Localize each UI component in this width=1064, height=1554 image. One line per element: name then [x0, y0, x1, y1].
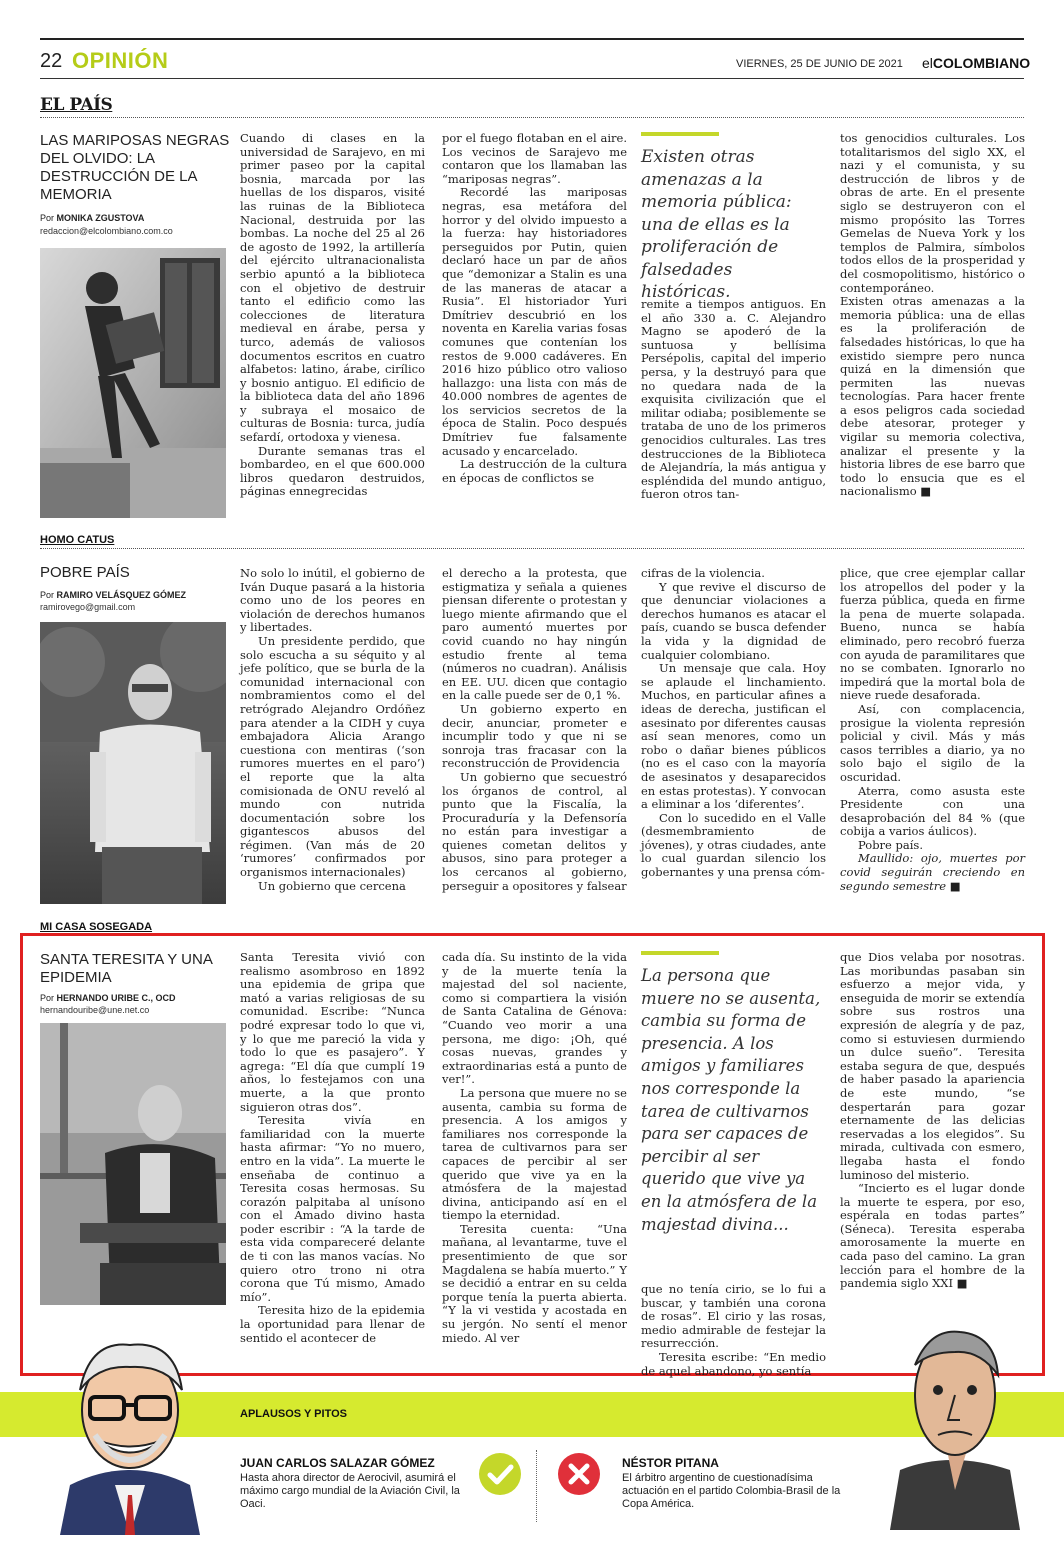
- article2-column-4: plice, que cree ejemplar callar los atropellos del poder y la fuerza pública, queda en firme la pena de muerte solapada. Bueno, nunca se había eliminado, pero recobró fuerza con ayuda de paramilitares que no se combaten. Ignorarlo no impedirá que la mortal bola de nieve ruede desaforada. Así, con complacencia, prosigue la violenta represión policial y civil. Más y más casos terribles a diario, ya no solo bajo el sigilo de la oscuridad. Aterra, como asusta este Presidente con una desaprobación del 84 % (que cobija a varios áulicos). Pobre país. Maullido: ojo, muertes por covid seguirán creciendo en segundo semestre ■: [840, 566, 1025, 893]
- article3-column-3: que no tenía cirio, se lo fui a buscar, y también una corona de rosas”. El cirio y las rosas, medio admirable de festejar la resurrección. Teresita escribe: “En medio de aquel abandono, yo sentía: [641, 1282, 826, 1378]
- article1-column-3: remite a tiempos antiguos. En el año 330 a. C. Alejandro Magno se apoderó de la suntuosa y bellísima Persépolis, capital del imperio persa, y la destruyó para que no quedara nada de la exquisita civilización que el militar odiaba; posiblemente se trataba de uno de los primeros genocidios culturales. Las tres destrucciones de la Biblioteca de Alejandría, la más antigua y espléndida del mundo antiguo, fueron otros tan-: [641, 297, 826, 502]
- author-portrait: [40, 1023, 226, 1305]
- article2-photo: [40, 622, 226, 904]
- newspaper-logo: elCOLOMBIANO: [922, 55, 1031, 71]
- statue-photo: [40, 248, 226, 518]
- article2-byline: Por RAMIRO VELÁSQUEZ GÓMEZ: [40, 590, 187, 600]
- article1-headline: LAS MARIPOSAS NEGRAS DEL OLVIDO: LA DESTRUCCIÓN DE LA MEMORIA: [40, 132, 230, 203]
- article3-photo: [40, 1023, 226, 1305]
- article3-email: hernandouribe@une.net.co: [40, 1005, 150, 1015]
- article1-byline: Por MONIKA ZGUSTOVA: [40, 213, 145, 223]
- right-person-description: El árbitro argentino de cuestionadísima actuación en el partido Colombia-Brasil de la Copa América.: [622, 1472, 841, 1510]
- article2-rule: [40, 548, 1024, 549]
- article1-column-2: por el fuego flotaban en el aire. Los vecinos de Sarajevo me contaron que los llamaban las “mariposas negras”. Recordé las mariposas negras, esa metáfora del horror y del olvido impuesto a la fuerza: hay historiadores perseguidos por Putin, quien declaró hace un par de años que “demonizar a Stalin es una de las maneras de atacar a Rusia”. El historiador Yuri Dmítriev descubrió en los noventa en Karelia varias fosas comunes que contenían los restos de 9.000 cadáveres. En 2016 hizo público otro valioso hallazgo: una lista con más de 40.000 nombres de agentes de los servicios secretos de la época de Stalin. Poco después Dmítriev fue falsamente acusado y encarcelado. La destrucción de la cultura en épocas de conflictos se: [442, 131, 627, 485]
- article2-headline: POBRE PAÍS: [40, 564, 130, 581]
- article1-photo: [40, 248, 226, 518]
- article3-column-1: Santa Teresita vivió con realismo asombroso en 1892 una epidemia de gripa que mató a varias religiosas de su comunidad. Escribe: “Nunca podré expresar todo lo que vi, y lo que me pareció la vida y todo lo que es pasajero”. Y agrega: “El día que cumplí 19 años, lo festejamos con una muerte, a la que pronto siguieron otras dos”. Teresita vivía en familiaridad con la muerte hasta afirmar: “Yo no muero, entro en la vida”. La muerte le enseñaba de continuo a Teresita cosas hermosas. Su corazón palpitaba al unísono con el Amado divino hasta poder escribir : “A la tarde de esta vida compareceré delante de ti con las manos vacías. No quiero otro trono ni otra corona que Tú mismo, Amado mío”. Teresita hizo de la epidemia la oportunidad para llenar de sentido el acontecer de: [240, 950, 425, 1345]
- article3-column-4: que Dios velaba por nosotras. Las moribundas pasaban sin esfuerzo a mejor vida, y enseguida de morir se extendía sobre sus rostros una expresión de alegría y de paz, como si estuviesen durmiendo un dulce sueño”. Teresita estaba segura de que, después de haber pasado la apariencia de este mundo, “se despertarán para gozar eternamente de las delicias reservadas a los elegidos”. Su mirada, cultivada con esmero, llegaba hasta el fondo luminoso del misterio. “Incierto es el lugar donde la muerte te espera, por eso, espérala en todas partes” (Séneca). Teresita esperaba amorosamente la muerte en cada paso del camino. La gran lección para el hombre de la pandemia siglo XXI ■: [840, 950, 1025, 1291]
- left-person-name: JUAN CARLOS SALAZAR GÓMEZ: [240, 1456, 435, 1470]
- aplausos-label: APLAUSOS Y PITOS: [240, 1408, 347, 1420]
- article3-kicker: MI CASA SOSEGADA: [40, 921, 153, 933]
- article3-column-2: cada día. Su instinto de la vida y de la muerte tenía la majestad del sol naciente, como si compartiera la visión de Santa Catalina de Génova: “Cuando veo morir a una persona, me digo: ¡Oh, qué cosas nuevas, grandes y extraordinarias está a punto de ver!”. La persona que muere no se ausenta, cambia su forma de presencia. A los amigos y familiares nos corresponde la tarea de cultivarnos para ser capaces de percibir al ser querido que vive ya en la atmósfera de la majestad divina, anticipando así en el tiempo la eternidad. Teresita cuenta: “Una mañana, al levantarme, tuve el presentimiento de que sor Magdalena se había muerto.” Y se decidió a entrar en su celda porque tenía la puerta abierta. “Y la vi vestida y acostada en su jergón. No sentí el menor miedo. Al ver: [442, 950, 627, 1345]
- article3-pullquote: La persona que muere no se ausenta, cambia su forma de presencia. A los amigos y familiares nos corresponde la tarea de cultivarnos para ser capaces de percibir al ser querido que vive ya en la atmósfera de la majestad divina...: [641, 966, 821, 1234]
- left-caricature: [40, 1335, 220, 1535]
- check-icon: [478, 1452, 522, 1500]
- author-portrait: [40, 622, 226, 904]
- source-kicker: EL PAÍS: [40, 95, 113, 115]
- header-rule: [40, 78, 1024, 79]
- caricature-nestor-pitana: [860, 1320, 1035, 1530]
- date-line: VIERNES, 25 DE JUNIO DE 2021: [736, 58, 903, 70]
- caricature-juan-carlos: [40, 1335, 220, 1535]
- article2-column-3: cifras de la violencia. Y que revive el discurso de que denunciar violaciones a derechos humanos es atacar el país, cuando se busca defender la vida y la dignidad de cualquier colombiano. Un mensaje que cala. Hoy se aplaude el linchamiento. Muchos, en particular afines a ideas de derecha, justifican el asesinato por diferentes causas así sean menores, como un robo o dañar bienes públicos (no es el caso con la mayoría de asesinatos y desaparecidos en estas protestas). Y convocan a eliminar a los ‘diferentes’. Con lo sucedido en el Valle (desmembramiento de jóvenes), y otras ciudades, ante lo cual guardan silencio los gobernantes y una prensa cóm-: [641, 566, 826, 880]
- article1-rule: [40, 117, 1024, 118]
- article1-column-1: Cuando di clases en la universidad de Sarajevo, en mi primer paseo por la capital bosnia, marcada por las huellas de los disparos, visité las ruinas de la Biblioteca Nacional, destruida por las bombas. La noche del 25 al 26 de agosto de 1992, la artillería del ejército ultranacionalista serbio apuntó a la biblioteca con el objetivo de destruir tanto el edificio como las colecciones de literatura medieval en árabe, persa y turco, además de valiosos documentos escritos en cuatro alfabetos: latino, árabe, cirílico y bosnio antiguo. El edificio de la biblioteca data del año 1896 y subraya el mosaico de culturas de Bosnia: turca, judía sefardí, ortodoxa y vienesa. Durante semanas tras el bombardeo, en el que 600.000 libros quedaron destruidos, páginas ennegrecidas: [240, 131, 425, 499]
- article2-kicker: HOMO CATUS: [40, 534, 115, 546]
- article2-column-1: No solo lo inútil, el gobierno de Iván Duque pasará a la historia como uno de los peores en violación de derechos humanos y libertades. Un presidente perdido, que solo escucha a su séquito y al jefe político, que se burla de la comunidad internacional con nombramientos como el del retrógrado Alejandro Ordóñez para atender a la CIDH y cuya embajadora Alicia Arango cuestiona con mentiras (‘son rumores muertes en el paro’) el reporte que la alta comisionada de ONU reveló al mundo con nutrida documentación sobre los gigantescos abusos del régimen. (Van más de 20 ‘rumores’ confirmados por organismos internacionales) Un gobierno que cercena: [240, 566, 425, 893]
- article1-column-4: tos genocidios culturales. Los totalitarismos del siglo XX, el nazi y el comunista, y su destrucción de libros y de obras de arte. En el presente siglo se destruyeron con el mismo propósito las Torres Gemelas de Nueva York y los templos de Palmira, símbolos todos ellos de la prosperidad y del cosmopolitismo, histórico o contemporáneo. Existen otras amenazas a la memoria pública: una de ellas es la proliferación de falsedades históricas, lo que ha existido siempre pero nunca quizá en la dimensión que permiten las nuevas tecnologías. Para hacer frente a esos peligros cada sociedad debe atesorar, proteger y vigilar su memoria colectiva, analizar el presente y la historia libres de ese barro que todo lo ensucia que es el nacionalismo ■: [840, 131, 1025, 499]
- aplausos-divider: [536, 1450, 537, 1522]
- cross-icon: [557, 1452, 601, 1500]
- section-title: OPINIÓN: [72, 48, 169, 73]
- article2-column-2: el derecho a la protesta, que estigmatiza y señala a quienes piensan diferente o protestan y luego miente afirmando que el paro aumentó muertes por covid cuando no hay ningún estudio frente al tema (números no cuadran). Análisis en EE. UU. dicen que contagio en la calle puede ser de 0,1 %. Un gobierno experto en decir, anunciar, prometer e incumplir todo y que ni se sonroja tras fracasar con la reconstrucción de Providencia Un gobierno que secuestró los órganos de control, al punto que la Fiscalía, la Procuraduría y la Defensoría no están para investigar a quienes cometan delitos y abusos, sino para proteger a los cercanos al gobierno, perseguir a opositores y falsear: [442, 566, 627, 893]
- top-rule: [40, 38, 1024, 40]
- left-person-description: Hasta ahora director de Aerocivil, asumirá el máximo cargo mundial de la Aviación Civil, la Oaci.: [240, 1472, 460, 1510]
- article1-pullquote: Existen otras amenazas a la memoria pública: una de ellas es la proliferación de falsedades históricas.: [641, 147, 792, 302]
- article1-email: redaccion@elcolombiano.com.co: [40, 226, 173, 236]
- article3-headline: SANTA TERESITA Y UNA EPIDEMIA: [40, 951, 213, 986]
- right-caricature: [860, 1320, 1035, 1530]
- pullquote-bar: [641, 132, 719, 136]
- article3-byline: Por HERNANDO URIBE C., OCD: [40, 993, 176, 1003]
- right-person-name: NÉSTOR PITANA: [622, 1456, 719, 1470]
- article2-email: ramirovego@gmail.com: [40, 602, 136, 612]
- page-number: 22: [40, 50, 63, 72]
- pullquote-bar: [641, 951, 719, 955]
